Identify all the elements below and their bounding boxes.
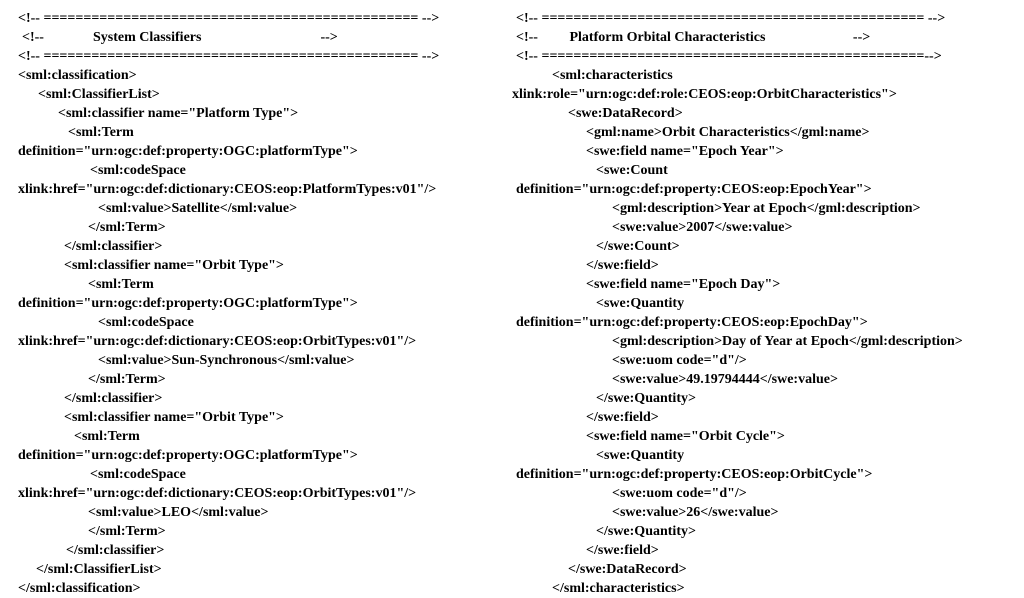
xml-line: <sml:classifier name="Platform Type"> [58, 106, 299, 121]
xml-line: xlink:href="urn:ogc:def:dictionary:CEOS:eop:OrbitTypes:v01"/> [18, 486, 417, 501]
xml-line: <swe:field name="Orbit Cycle"> [586, 429, 785, 444]
xml-line: <!-- =============================================== --> [18, 11, 440, 26]
xml-line: <sml:value>LEO</sml:value> [88, 505, 269, 520]
xml-line: </swe:Quantity> [596, 524, 696, 539]
xml-line: </sml:classification> [18, 581, 141, 596]
xml-line: <!-- ================================================--> [516, 49, 942, 64]
xml-line: <sml:codeSpace [98, 315, 194, 330]
xml-line: </sml:classifier> [66, 543, 165, 558]
xml-line: xlink:role="urn:ogc:def:role:CEOS:eop:OrbitCharacteristics"> [512, 87, 897, 102]
xml-line: definition="urn:ogc:def:property:OGC:platformType"> [18, 296, 358, 311]
xml-line: <sml:Term [74, 429, 140, 444]
xml-line: <sml:ClassifierList> [38, 87, 160, 102]
xml-line: </sml:ClassifierList> [36, 562, 162, 577]
xml-line: </sml:characteristics> [552, 581, 685, 596]
xml-line: definition="urn:ogc:def:property:CEOS:eop:EpochDay"> [516, 315, 868, 330]
xml-line: <swe:uom code="d"/> [612, 486, 747, 501]
xml-line: <swe:Quantity [596, 296, 685, 311]
xml-line: <gml:name>Orbit Characteristics</gml:name> [586, 125, 870, 140]
xml-line: </sml:Term> [88, 524, 166, 539]
xml-line: <swe:uom code="d"/> [612, 353, 747, 368]
xml-line: <sml:classifier name="Orbit Type"> [64, 410, 284, 425]
xml-line: </swe:Count> [596, 239, 680, 254]
xml-line: <sml:Term [68, 125, 134, 140]
xml-line: <sml:value>Satellite</sml:value> [98, 201, 298, 216]
xml-line: definition="urn:ogc:def:property:CEOS:eop:EpochYear"> [516, 182, 872, 197]
xml-line: xlink:href="urn:ogc:def:dictionary:CEOS:eop:OrbitTypes:v01"/> [18, 334, 417, 349]
xml-line: </swe:field> [586, 543, 659, 558]
xml-line: definition="urn:ogc:def:property:OGC:platformType"> [18, 144, 358, 159]
xml-line: <sml:Term [88, 277, 154, 292]
xml-line: </sml:classifier> [64, 391, 163, 406]
xml-line: <!-- Platform Orbital Characteristics --> [516, 30, 871, 45]
xml-line: <gml:description>Day of Year at Epoch</gml:description> [612, 334, 963, 349]
xml-line: </swe:Quantity> [596, 391, 696, 406]
xml-line: <!-- =============================================== --> [18, 49, 440, 64]
xml-line: </sml:classifier> [64, 239, 163, 254]
xml-line: </sml:Term> [88, 372, 166, 387]
xml-line: </sml:Term> [88, 220, 166, 235]
xml-line: <swe:field name="Epoch Year"> [586, 144, 784, 159]
xml-line: </swe:DataRecord> [568, 562, 687, 577]
xml-line: <!-- ================================================ --> [516, 11, 946, 26]
xml-line: <!-- System Classifiers --> [22, 30, 338, 45]
xml-line: <sml:codeSpace [90, 163, 186, 178]
xml-line: <sml:value>Sun-Synchronous</sml:value> [98, 353, 355, 368]
xml-line: <swe:value>26</swe:value> [612, 505, 779, 520]
xml-line: </swe:field> [586, 258, 659, 273]
xml-line: definition="urn:ogc:def:property:OGC:platformType"> [18, 448, 358, 463]
xml-line: <swe:Quantity [596, 448, 685, 463]
xml-line: <gml:description>Year at Epoch</gml:description> [612, 201, 921, 216]
xml-line: <sml:classifier name="Orbit Type"> [64, 258, 284, 273]
xml-line: xlink:href="urn:ogc:def:dictionary:CEOS:eop:PlatformTypes:v01"/> [18, 182, 437, 197]
xml-line: <swe:DataRecord> [568, 106, 683, 121]
xml-line: <swe:Count [596, 163, 668, 178]
xml-line: <swe:value>49.19794444</swe:value> [612, 372, 838, 387]
xml-line: <swe:field name="Epoch Day"> [586, 277, 781, 292]
xml-line: <sml:classification> [18, 68, 137, 83]
xml-line: definition="urn:ogc:def:property:CEOS:eop:OrbitCycle"> [516, 467, 873, 482]
xml-line: <swe:value>2007</swe:value> [612, 220, 793, 235]
xml-line: <sml:characteristics [552, 68, 673, 83]
xml-line: </swe:field> [586, 410, 659, 425]
xml-line: <sml:codeSpace [90, 467, 186, 482]
